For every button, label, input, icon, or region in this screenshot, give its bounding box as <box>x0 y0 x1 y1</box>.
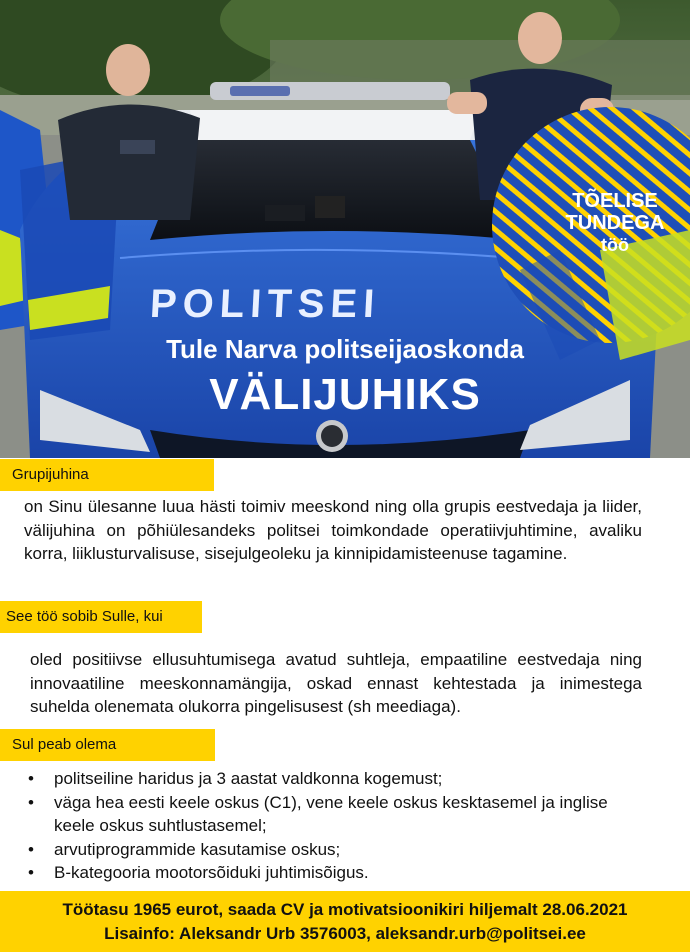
slogan-line-1: TÕELISE <box>572 190 658 212</box>
list-item: • B-kategooria mootorsõiduki juhtimisõigus. <box>26 861 626 885</box>
section-text-sobib: oled positiivse ellusuhtumisega avatud suhtleja, empaatiline eestvedaja ning innovaatiline meeskonnamängija, oskad ennast kehtestada ja inimestega suhelda olenemata olukorra pingelisusest (sh meediaga). <box>30 650 642 716</box>
slogan-line-2: TUNDEGA <box>565 212 665 234</box>
section-tag-noudmised: Sul peab olema <box>0 729 215 761</box>
list-item: • politseiline haridus ja 3 aastat valdkonna kogemust; <box>26 767 626 791</box>
list-item: • arvutiprogrammide kasutamise oskus; <box>26 838 626 862</box>
section-text-grupijuhina: on Sinu ülesanne luua hästi toimiv meeskond ning olla grupis eestvedaja ja liider, välijuhina on põhiülesandeks politsei toimkondade operatiivjuhtimine, avaliku korra, liiklusturvalisuse, sisejulgeoleku ja kinnipidamisteenuse tagamine. <box>24 497 642 563</box>
list-item: • väga hea eesti keele oskus (C1), vene keele oskus kesktasemel ja inglise keele oskus suhtlustasemel; <box>26 791 626 838</box>
slogan-badge <box>548 190 682 256</box>
car-hood-lettering: POLITSEI <box>148 282 382 326</box>
requirements-list <box>26 767 626 885</box>
slogan-line-3: töö <box>601 235 629 255</box>
section-tag-grupijuhina: Grupijuhina <box>0 459 214 491</box>
section-tag-sobib: See töö sobib Sulle, kui <box>0 601 202 633</box>
footer-salary-line: Töötasu 1965 eurot, saada CV ja motivatsioonikiri hiljemalt 28.06.2021 <box>62 900 628 919</box>
hero-photo <box>0 0 690 458</box>
hero-subtitle: Tule Narva politseijaoskonda <box>166 334 524 364</box>
footer-banner <box>0 891 690 952</box>
hero-title: VÄLIJUHIKS <box>209 370 481 419</box>
footer-contact-line: Lisainfo: Aleksandr Urb 3576003, aleksandr.urb@politsei.ee <box>104 924 586 943</box>
